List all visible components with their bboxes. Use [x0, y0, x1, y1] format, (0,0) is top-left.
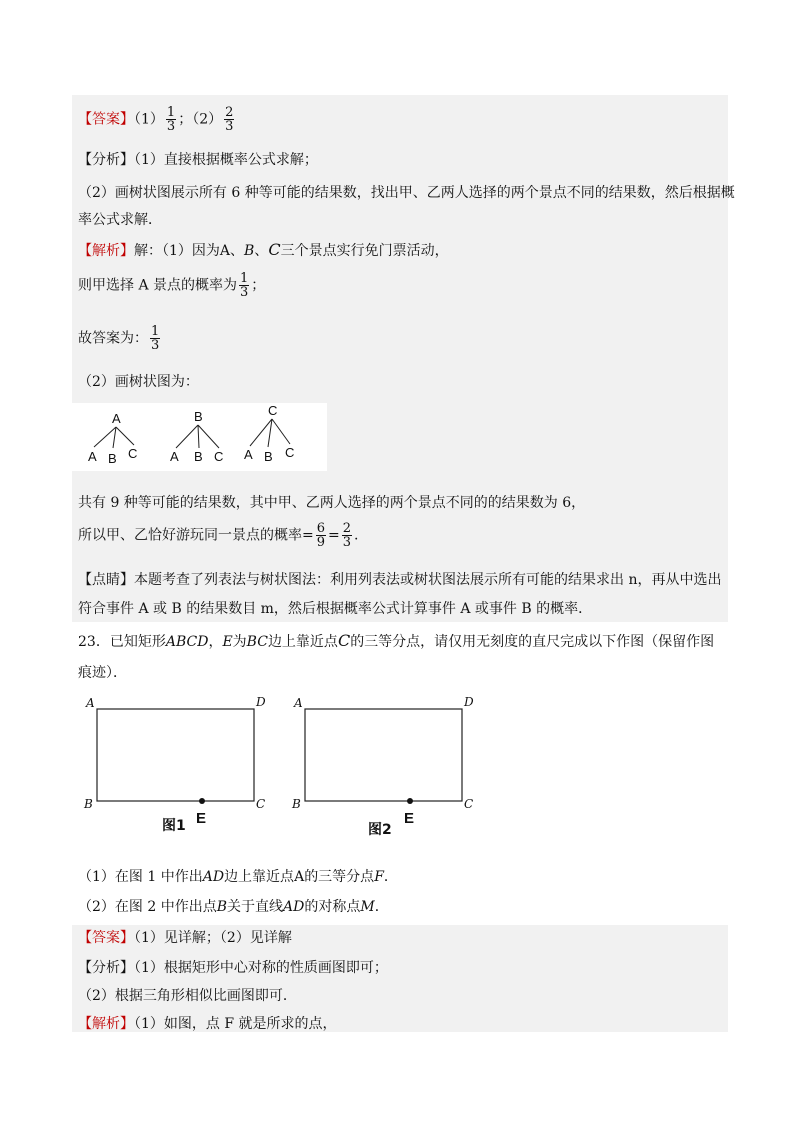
solution-line-2: 则甲选择 A 景点的概率为 $\frac{1}{3}$ ；	[78, 271, 266, 300]
comment-tag: 【点睛】	[78, 572, 134, 588]
tree-diagram	[72, 403, 327, 471]
tree-2-leaf-a: A	[170, 449, 179, 464]
figure-2-point-e	[407, 798, 413, 804]
q23-analysis-tag: 【分析】	[78, 960, 134, 976]
solution-tag: 【解析】	[78, 243, 134, 259]
figure-1-label-e: E	[196, 810, 207, 827]
q23-sub-1: （1）在图 1 中作出AD边上靠近点A的三等分点F．	[78, 869, 398, 885]
tree-3-leaf-c: C	[285, 445, 295, 460]
tree-3-leaf-a: A	[244, 447, 253, 462]
figure-2-label-d: D	[464, 695, 474, 709]
figure-2-svg	[288, 690, 488, 840]
figure-1-label-a: A	[86, 696, 95, 710]
analysis-tag: 【分析】	[78, 152, 134, 168]
figure-2-label-e: E	[404, 810, 415, 827]
solution-line-6: 所以甲、乙恰好游玩同一景点的概率= $\frac{6}{9}$ = $\frac{2}{3}$ .	[78, 521, 359, 550]
answer-tag: 【答案】	[78, 111, 134, 128]
tree-1-root: A	[112, 411, 121, 426]
q23-solution-tag: 【解析】	[78, 1016, 134, 1032]
solution-line-3: 故答案为： $\frac{1}{3}$	[78, 324, 160, 353]
tree-1-leaf-a: A	[88, 449, 97, 464]
analysis-line-2: （2）画树状图展示所有 6 种等可能的结果数，找出甲、乙两人选择的两个景点不同的结果数，然后根据概	[78, 185, 735, 201]
analysis-line-1: 【分析】（1）直接根据概率公式求解；	[78, 152, 318, 168]
q23-answer-line: 【答案】（1）见详解；（2）见详解	[78, 930, 292, 946]
tree-3-leaf-b: B	[264, 449, 273, 464]
comment-line-2: 符合事件 A 或 B 的结果数目 m，然后根据概率公式计算事件 A 或事件 B 的概率．	[78, 601, 593, 617]
figure-2-label-c: C	[464, 797, 474, 811]
figure-1	[80, 690, 280, 840]
figure-1-caption: 图1	[162, 818, 186, 834]
fraction: $\frac{6}{9}$	[316, 521, 326, 550]
q23-sub-2: （2）在图 2 中作出点B关于直线AD的对称点M．	[78, 899, 389, 915]
fraction: $\frac{1}{3}$	[166, 105, 176, 134]
figure-2-caption: 图2	[368, 822, 392, 838]
q23-stem-line-2: 痕迹）．	[78, 665, 127, 681]
figure-1-label-c: C	[256, 797, 266, 811]
tree-1-branches	[94, 427, 134, 448]
figure-1-svg	[80, 690, 280, 840]
q23-solution-line-1: 【解析】（1）如图，点 F 就是所求的点，	[78, 1016, 337, 1032]
tree-2-leaf-c: C	[214, 449, 224, 464]
answer-line: 【答案】（1） $\frac{1}{3}$ ；（2） $\frac{2}{3}$	[78, 105, 234, 134]
tree-3-root: C	[268, 403, 278, 418]
figure-2-label-a: A	[294, 696, 303, 710]
figure-1-rectangle	[97, 709, 254, 801]
tree-1-leaf-c: C	[128, 446, 138, 461]
figure-1-point-e	[199, 798, 205, 804]
q23-analysis-line-1: 【分析】（1）根据矩形中心对称的性质画图即可；	[78, 960, 388, 976]
tree-2-branches	[176, 425, 219, 448]
figure-1-label-d: D	[256, 695, 266, 709]
analysis-line-3: 率公式求解．	[78, 212, 162, 228]
tree-2-leaf-b: B	[194, 449, 203, 464]
fraction: $\frac{2}{3}$	[342, 521, 352, 550]
q23-answer-tag: 【答案】	[78, 930, 134, 946]
figure-2-label-b: B	[292, 797, 301, 811]
tree-diagram-svg	[72, 403, 327, 471]
solution-line-5: 共有 9 种等可能的结果数，其中甲、乙两人选择的两个景点不同的的结果数为 6，	[78, 495, 586, 511]
tree-2-root: B	[194, 409, 203, 424]
fraction: $\frac{2}{3}$	[225, 105, 234, 134]
comment-line-1: 【点睛】本题考查了列表法与树状图法：利用列表法或树状图法展示所有可能的结果求出 n，再从中选出	[78, 572, 722, 588]
solution-line-1: 【解析】解：（1）因为A、B、C三个景点实行免门票活动，	[78, 240, 449, 259]
figure-2	[288, 690, 488, 840]
tree-1-leaf-b: B	[108, 451, 117, 466]
tree-3-branches	[250, 419, 290, 447]
q23-stem-line-1: 23．已知矩形ABCD，E为BC边上靠近点C的三等分点，请仅用无刻度的直尺完成以下作图（保留作图	[78, 631, 715, 650]
q23-analysis-line-2: （2）根据三角形相似比画图即可．	[78, 988, 297, 1004]
fraction: $\frac{1}{3}$	[240, 271, 249, 300]
figure-1-label-b: B	[84, 797, 93, 811]
solution-line-4: （2）画树状图为：	[78, 374, 199, 390]
fraction: $\frac{1}{3}$	[151, 324, 160, 353]
figure-2-rectangle	[305, 709, 462, 801]
